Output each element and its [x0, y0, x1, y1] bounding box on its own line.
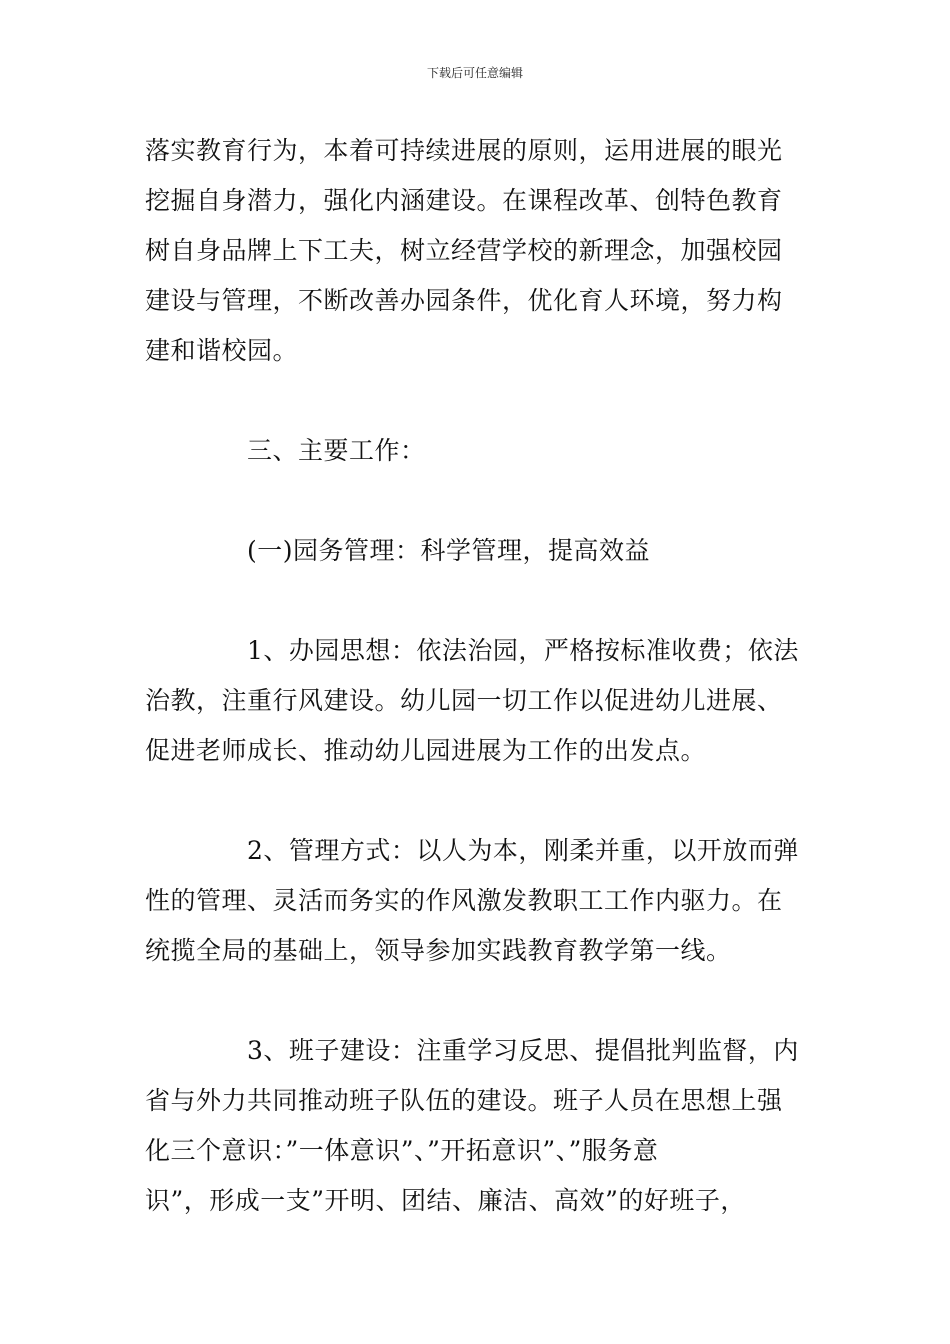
paragraph-spacer	[145, 976, 807, 1026]
text-line: 2、管理方式：以人为本，刚柔并重，以开放而弹	[247, 836, 799, 865]
paragraph-spacer	[145, 476, 807, 526]
text-line: 3、班子建设：注重学习反思、提倡批判监督，内	[247, 1036, 799, 1065]
text-line: 性的管理、灵活而务实的作风激发教职工工作内驱力。在	[145, 886, 783, 915]
text-line: 树自身品牌上下工夫，树立经营学校的新理念，加强校园	[145, 236, 783, 265]
section-heading-main-work	[145, 426, 807, 476]
text-line: 识”，形成一支”开明、团结、廉洁、高效”的好班子，	[145, 1186, 746, 1215]
page-header: 下载后可任意编辑	[426, 66, 523, 80]
paragraph-item-3	[145, 1026, 807, 1226]
paragraph-spacer	[145, 776, 807, 826]
text-line: 统揽全局的基础上，领导参加实践教育教学第一线。	[145, 936, 732, 965]
text-line: 建和谐校园。	[145, 336, 299, 365]
text-line: 化三个意识：”一体意识”、”开拓意识”、”服务意	[145, 1136, 659, 1165]
text-line: 落实教育行为，本着可持续进展的原则，运用进展的眼光	[145, 136, 783, 165]
text-line: 挖掘自身潜力，强化内涵建设。在课程改革、创特色教育	[145, 186, 783, 215]
subsection-heading: (一)园务管理：科学管理，提高效益	[247, 536, 651, 565]
text-line: 1、办园思想：依法治园，严格按标准收费；依法	[247, 636, 799, 665]
subsection-heading-management	[145, 526, 807, 576]
paragraph-spacer	[145, 376, 807, 426]
text-line: 治教，注重行风建设。幼儿园一切工作以促进幼儿进展、	[145, 686, 783, 715]
paragraph-spacer	[145, 576, 807, 626]
document-body	[145, 126, 807, 1226]
text-line: 建设与管理，不断改善办园条件，优化育人环境，努力构	[145, 286, 783, 315]
section-heading: 三、主要工作：	[247, 436, 426, 465]
text-line: 促进老师成长、推动幼儿园进展为工作的出发点。	[145, 736, 707, 765]
text-line: 省与外力共同推动班子队伍的建设。班子人员在思想上强	[145, 1086, 783, 1115]
paragraph-mission	[145, 126, 807, 376]
paragraph-item-1	[145, 626, 807, 776]
paragraph-item-2	[145, 826, 807, 976]
